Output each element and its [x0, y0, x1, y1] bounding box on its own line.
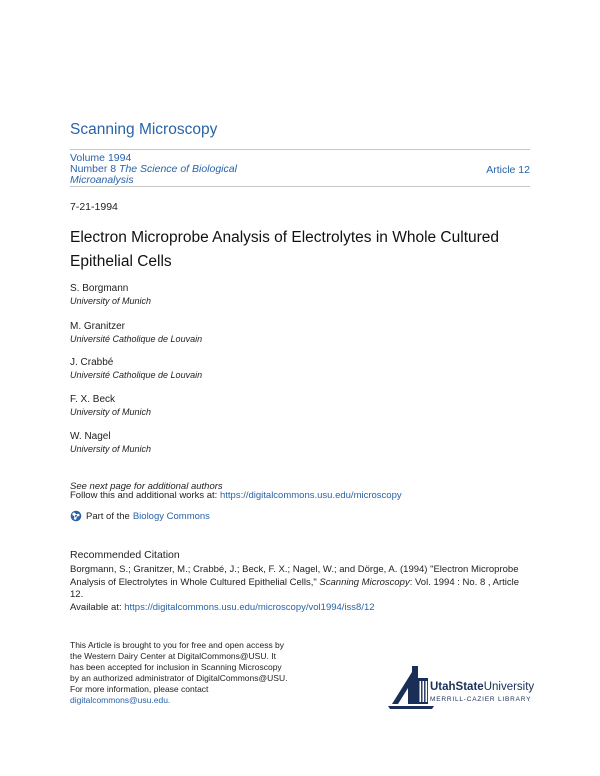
open-access-notice: [70, 640, 310, 706]
author-name: F. X. Beck: [70, 394, 116, 405]
author-name: S. Borgmann: [70, 283, 129, 294]
logo-normal: University: [483, 681, 535, 693]
author-affiliation: Université Catholique de Louvain: [70, 334, 203, 344]
contact-email-link[interactable]: digitalcommons@usu.edu.: [70, 695, 171, 705]
journal-title[interactable]: Scanning Microscopy: [70, 121, 218, 138]
follow-text: Follow this and additional works at:: [70, 490, 220, 501]
issue-title-cont: Microanalysis: [70, 174, 134, 186]
author-name: J. Crabbé: [70, 357, 114, 368]
recommended-citation-heading: Recommended Citation: [70, 549, 180, 561]
citation-text-part: Analysis of Electrolytes in Whole Cultured Epithelial Cells,": [70, 576, 320, 588]
volume-line: Volume 1994: [70, 152, 132, 164]
volume-info[interactable]: [70, 153, 237, 186]
issue-title: The Science of Biological: [119, 163, 237, 175]
author-name: W. Nagel: [70, 431, 111, 442]
author-entry: [70, 430, 151, 456]
issue-number: Number 8: [70, 163, 117, 175]
commons-network-icon: [70, 510, 82, 522]
citation-text: [70, 564, 532, 602]
title-line: Epithelial Cells: [70, 253, 172, 270]
author-affiliation: University of Munich: [70, 444, 152, 454]
publication-date: 7-21-1994: [70, 201, 118, 213]
library-name: MERRILL-CAZIER LIBRARY: [430, 696, 532, 703]
available-at-line: [70, 602, 375, 613]
collection-link[interactable]: https://digitalcommons.usu.edu/microscopy: [219, 490, 402, 501]
author-affiliation: University of Munich: [70, 407, 152, 417]
author-entry: [70, 282, 151, 308]
author-entry: [70, 320, 202, 346]
bottom-divider: [70, 186, 530, 187]
author-entry: [70, 393, 151, 419]
author-name: M. Granitzer: [70, 321, 126, 332]
author-affiliation: Université Catholique de Louvain: [70, 370, 203, 380]
available-label: Available at:: [70, 602, 125, 613]
citation-journal: Scanning Microscopy: [319, 576, 410, 588]
part-of-text: Part of the: [86, 510, 130, 522]
notice-line: has been accepted for inclusion in Scanning Microscopy: [70, 662, 282, 672]
follow-line: [70, 490, 402, 501]
notice-line: the Western Dairy Center at DigitalCommons@USU. It: [70, 651, 276, 661]
university-logo-text: [430, 681, 534, 693]
citation-text-part: : Vol. 1994 : No. 8 , Article: [409, 576, 520, 588]
part-of-line: [70, 510, 210, 522]
top-divider: [70, 149, 530, 150]
notice-line: by an authorized administrator of DigitalCommons@USU.: [70, 673, 288, 683]
author-affiliation: University of Munich: [70, 296, 152, 306]
notice-line: For more information, please contact: [70, 684, 209, 694]
biology-commons-link[interactable]: Biology Commons: [132, 510, 210, 522]
citation-line: Borgmann, S.; Granitzer, M.; Crabbé, J.; Beck, F. X.; Nagel, W.; and Dörge, A. (1994) "Electron Microprobe: [70, 564, 519, 575]
citation-line: [70, 577, 532, 590]
title-line: Electron Microprobe Analysis of Electrolytes in Whole Cultured: [70, 229, 500, 246]
author-entry: [70, 356, 202, 382]
citation-line: 12.: [70, 589, 84, 600]
notice-line: This Article is brought to you for free and open access by: [70, 640, 285, 650]
see-next-page-note: See next page for additional authors: [70, 481, 223, 492]
article-number[interactable]: Article 12: [486, 164, 530, 176]
article-title: [70, 226, 530, 274]
logo-strong: UtahState: [430, 681, 484, 693]
article-url-link[interactable]: https://digitalcommons.usu.edu/microscopy/vol1994/iss8/12: [124, 602, 375, 613]
